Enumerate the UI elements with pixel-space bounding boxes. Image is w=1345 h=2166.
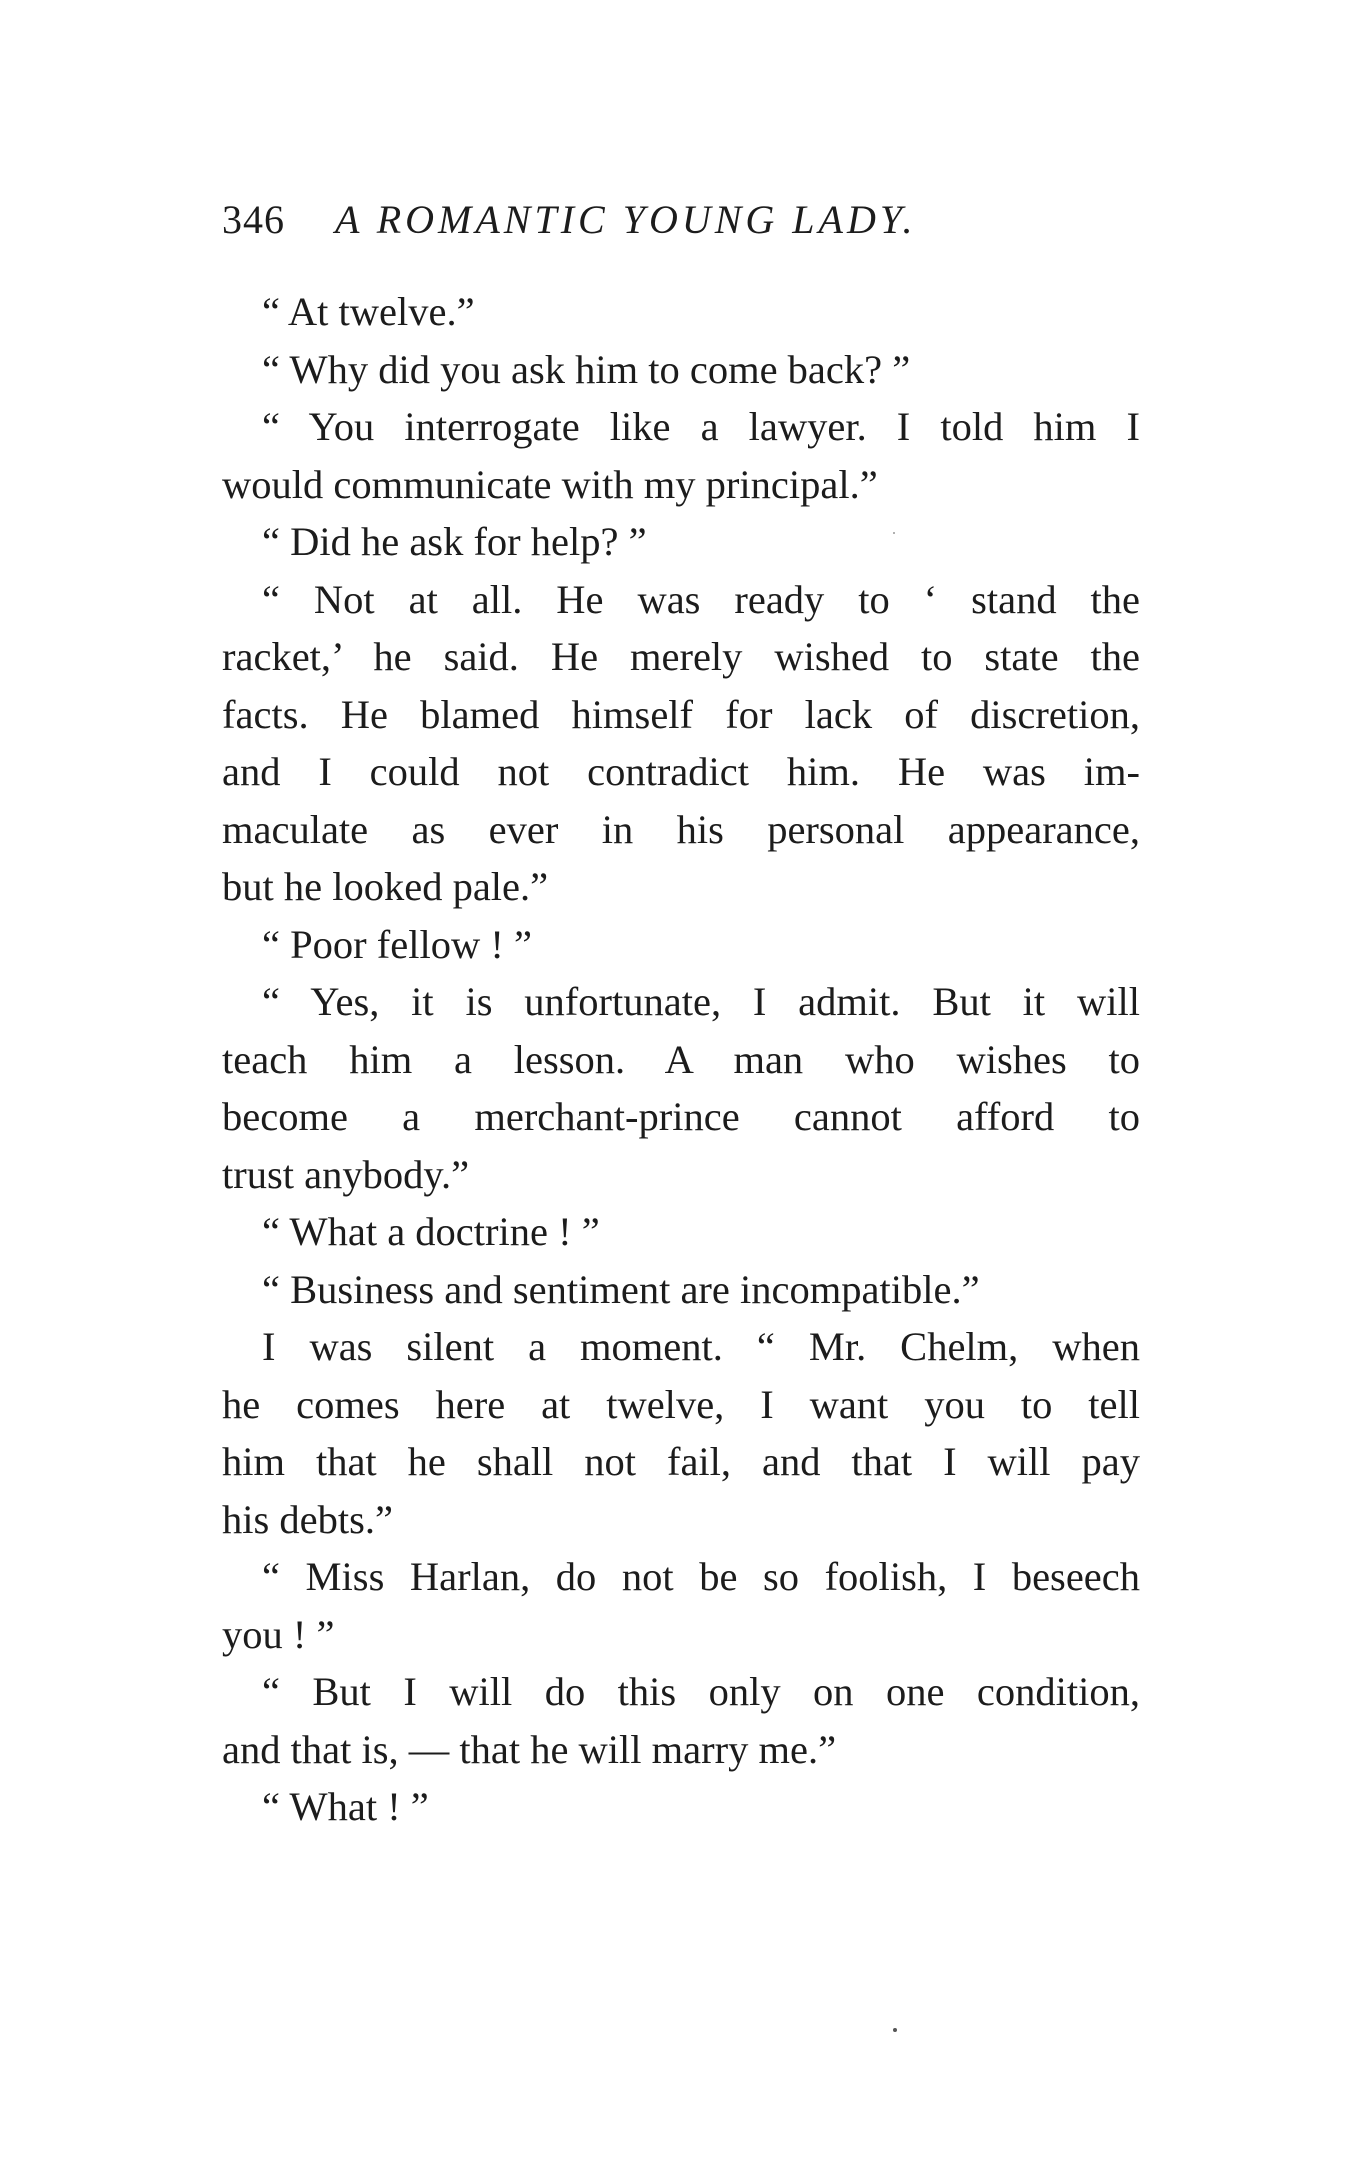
text-line: his debts.”: [222, 1496, 393, 1542]
page-number: 346: [222, 197, 285, 242]
text-line: maculate as ever in his personal appearance,: [222, 806, 1140, 852]
text-line: and I could not contradict him. He was im-: [222, 749, 1140, 794]
text-line: “ Business and sentiment are incompatible.”: [262, 1266, 980, 1312]
text-line: he comes here at twelve, I want you to tell: [222, 1381, 1140, 1427]
text-line: teach him a lesson. A man who wishes to: [222, 1036, 1140, 1082]
text-line: “ You interrogate like a lawyer. I told him I: [262, 404, 1140, 449]
text-line: “ At twelve.”: [262, 289, 475, 334]
text-line: “ Why did you ask him to come back? ”: [262, 346, 911, 392]
text-line: I was silent a moment. “ Mr. Chelm, when: [262, 1324, 1140, 1369]
text-line: would communicate with my principal.”: [222, 461, 878, 507]
page-header: [222, 190, 1142, 250]
text-line: “ Yes, it is unfortunate, I admit. But it will: [262, 979, 1140, 1024]
text-line: “ Did he ask for help? ”: [262, 519, 647, 564]
text-line: “ But I will do this only on one condition,: [262, 1669, 1140, 1714]
paper-speck: [893, 2028, 897, 2032]
text-line: become a merchant-prince cannot afford to: [222, 1094, 1140, 1139]
text-line: but he looked pale.”: [222, 864, 549, 909]
text-line: “ What a doctrine ! ”: [262, 1209, 600, 1254]
running-title: A ROMANTIC YOUNG LADY.: [335, 197, 917, 242]
text-line: and that is, — that he will marry me.”: [222, 1726, 837, 1772]
text-line: “ Poor fellow ! ”: [262, 921, 532, 967]
text-line: facts. He blamed himself for lack of discretion,: [222, 691, 1140, 737]
text-line: “ What ! ”: [262, 1784, 429, 1829]
text-line: “ Miss Harlan, do not be so foolish, I beseech: [262, 1554, 1140, 1599]
text-line: trust anybody.”: [222, 1151, 470, 1197]
text-line: racket,’ he said. He merely wished to state the: [222, 634, 1140, 679]
text-line: “ Not at all. He was ready to ‘ stand the: [262, 576, 1140, 622]
paper-speck: [893, 532, 895, 534]
text-line: you ! ”: [222, 1611, 335, 1657]
body-text: [222, 283, 1140, 1836]
text-line: him that he shall not fail, and that I will pay: [222, 1439, 1140, 1484]
